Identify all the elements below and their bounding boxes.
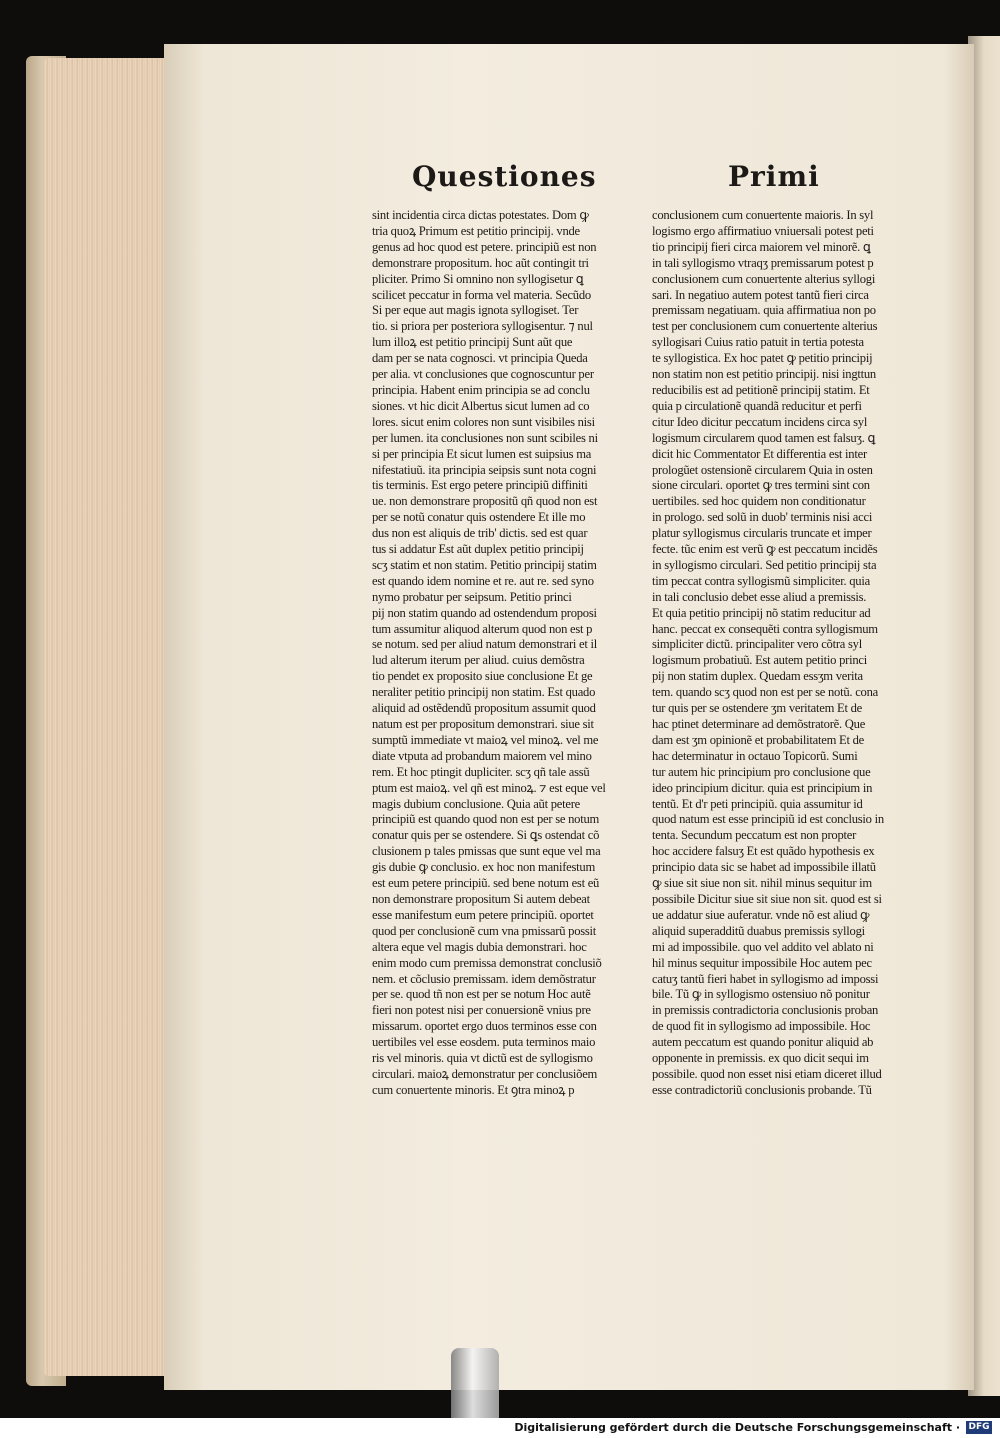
text-line: tus si addatur Est aũt duplex petitio principij [372, 542, 584, 557]
text-line: diate vtputa ad probandum maiorem vel mino [372, 748, 592, 763]
text-line: principio data sic se habet ad impossibile illatũ [652, 860, 876, 875]
text-line: per se notũ conatur quis ostendere Et ille mo [372, 510, 586, 525]
text-line: quod natum est esse principiũ id est conclusio in [652, 812, 884, 827]
text-line: pij non statim duplex. Quedam essʒm verita [652, 669, 863, 684]
text-line: pij non statim quando ad ostendendum proposi [372, 605, 597, 620]
text-line: mi ad impossibile. quo vel addito vel ablato ni [652, 939, 874, 954]
text-line: possibile. quod non esset nisi etiam diceret illud [652, 1066, 882, 1081]
text-line: tio pendet ex proposito siue conclusione Et ge [372, 669, 593, 684]
text-line: in syllogismo circulari. Sed petitio principij sta [652, 557, 877, 572]
text-line: Et quia petitio principij nõ statim reducitur ad [652, 605, 871, 620]
text-line: logismum probatiuũ. Est autem petitio princi [652, 653, 867, 668]
text-line: dam per se nata cognosci. vt principia Queda [372, 351, 588, 366]
text-column-right [652, 208, 932, 1099]
text-line: platur syllogismus circularis truncate et imper [652, 526, 872, 541]
text-line: clusionem p tales pmissas que sunt eque vel ma [372, 844, 601, 859]
text-line: principia. Habent enim principia se ad conclu [372, 382, 590, 397]
text-line: tria quoꝝ Primum est petitio principij. vnde [372, 223, 580, 238]
text-line: tis terminis. Est ergo petere principiũ diffiniti [372, 478, 588, 493]
text-line: hoc accidere falsuʒ Et est quãdo hypothesis ex [652, 844, 875, 859]
text-line: opponente in premissis. ex quo dicit sequi im [652, 1051, 869, 1066]
text-line: natum est per propositum demonstrari. siue sit [372, 717, 594, 731]
text-line: siones. vt hic dicit Albertus sicut lumen ad co [372, 398, 590, 413]
text-line: catuʒ tantũ fieri habet in syllogismo ad impossi [652, 971, 879, 986]
text-line: hanc. peccat ex consequẽti contra syllogismum [652, 621, 878, 636]
text-line: principiũ est quando quod non est per se notum [372, 812, 600, 827]
text-line: Si per eque aut magis ignota syllogiset. Ter [372, 303, 579, 318]
page-holder-clip [451, 1348, 499, 1418]
text-line: tem. quando scʒ quod non est per se notũ. cona [652, 685, 878, 700]
text-column-left [372, 208, 644, 1099]
text-line: sumptũ immediate vt maioꝝ vel minoꝝ. vel me [372, 732, 599, 747]
text-line: quia p circulationẽ quandã reducitur et perfi [652, 398, 862, 413]
text-line: in prologo. sed solũ in duob' terminis nisi acci [652, 510, 873, 525]
text-line: simpliciter dictũ. principaliter vero cõtra syl [652, 637, 862, 652]
text-line: dam est ʒm opinionẽ et probabilitatem Et de [652, 732, 865, 747]
text-line: enim modo cum premissa demonstrat conclusiõ [372, 955, 602, 970]
text-line: ue. non demonstrare propositũ qñ quod non est [372, 494, 598, 509]
running-head-right: Primi [728, 160, 820, 193]
text-line: circulari. maioꝝ demonstratur per conclusiõem [372, 1066, 598, 1081]
text-line: possibile Dicitur siue sit siue non sit. quod est si [652, 891, 882, 906]
text-line: in tali syllogismo vtraqʒ premissarum potest p [652, 255, 874, 270]
text-line: magis dubium conclusione. Quia aũt petere [372, 796, 580, 811]
text-line: tenta. Secundum peccatum est non propter [652, 828, 857, 843]
text-line: tentũ. Et d'r peti principiũ. quia assumitur id [652, 796, 863, 811]
text-line: si per principia Et sicut lumen est suipsius ma [372, 446, 592, 461]
text-line: uertibiles vel esse eosdem. puta terminos maio [372, 1035, 596, 1050]
text-line: cum conuertente minoris. Et ꝯtra minoꝝ p [372, 1082, 575, 1097]
text-line: nem. et cõclusio premissam. idem demõstratur [372, 971, 596, 986]
text-line: per lumen. ita conclusiones non sunt scibiles ni [372, 430, 598, 445]
text-line: conclusionem cum conuertente maioris. In syl [652, 208, 874, 222]
text-line: lum illoꝝ est petitio principij Sunt aũt que [372, 335, 573, 350]
text-line: syllogisari Cuius ratio patuit in tertia potesta [652, 335, 864, 350]
text-line: demonstrare propositum. hoc aũt contingit tri [372, 255, 589, 270]
text-line: tio. si priora per posteriora syllogisentur. ⁊ nul [372, 319, 593, 334]
text-line: hac ptinet determinare ad demõstratorẽ. Que [652, 717, 866, 731]
text-line: reducibilis est ad petitionẽ principij statim. Et [652, 382, 870, 397]
text-line: non statim non est petitio principij. nisi ingttun [652, 367, 876, 382]
text-line: sione circulari. oportet ꝙ tres termini sint con [652, 478, 870, 493]
text-line: tur autem hic principium pro conclusione que [652, 764, 871, 779]
text-line: tio principij fieri circa maiorem vel minorẽ. ꝗ [652, 239, 871, 254]
text-line: esse contradictoriũ conclusionis probande. Tũ [652, 1082, 872, 1097]
text-line: non demonstrare propositum Si autem debeat [372, 891, 590, 906]
text-line: ris vel minoris. quia vt dictũ est de syllogismo [372, 1051, 593, 1066]
text-line: scʒ statim et non statim. Petitio principij statim [372, 557, 597, 572]
text-line: neraliter petitio principij non statim. Est quado [372, 685, 596, 700]
text-line: per alia. vt conclusiones que cognoscuntur per [372, 367, 594, 382]
text-line: in tali conclusio debet esse aliud a premissis. [652, 589, 867, 604]
text-line: nifestatiuũ. ita principia seipsis sunt nota cogni [372, 462, 597, 477]
text-line: missarum. oportet ergo duos terminos esse con [372, 1019, 597, 1034]
text-line: ideo principium dicitur. quia est principium in [652, 780, 873, 795]
text-line: est quando idem nomine et re. aut re. sed syno [372, 573, 594, 588]
text-line: esse manifestum eum petere principiũ. oportet [372, 907, 594, 922]
text-line: gis dubie ꝙ conclusio. ex hoc non manifestum [372, 860, 596, 875]
text-line: ꝙ siue sit siue non sit. nihil minus sequitur im [652, 876, 872, 891]
text-line: aliquid superadditũ duabus premissis syllogi [652, 923, 865, 938]
text-line: pliciter. Primo Si omnino non syllogisetur ꝗ [372, 271, 584, 286]
dfg-logo-icon: DFG [966, 1421, 992, 1434]
text-line: nymo probatur per seipsum. Petitio princi [372, 589, 572, 604]
footer-bar [0, 1418, 1000, 1438]
text-line: conatur quis per se ostendere. Si ꝗs ostendat cõ [372, 828, 600, 843]
text-line: genus ad hoc quod est petere. principiũ est non [372, 239, 597, 254]
funding-credit: Digitalisierung gefördert durch die Deutsche Forschungsgemeinschaft · [514, 1421, 960, 1434]
text-line: bile. Tũ ꝙ in syllogismo ostensiuo nõ ponitur [652, 987, 870, 1002]
text-line: hac determinatur in octauo Topicorũ. Sumi [652, 748, 858, 763]
text-line: quod per conclusionẽ cum vna pmissarũ possit [372, 923, 597, 938]
text-line: per se. quod tñ non est per se notum Hoc autẽ [372, 987, 591, 1002]
text-line: te syllogistica. Ex hoc patet ꝙ petitio principij [652, 351, 873, 366]
text-line: in premissis contradictoria conclusionis proban [652, 1003, 879, 1018]
page-edges [44, 58, 168, 1376]
text-line: logismo ergo affirmatiuo vniuersali potest peti [652, 223, 874, 238]
text-line: est eum petere principiũ. sed bene notum est eũ [372, 876, 600, 891]
text-line: rem. Et hoc ptingit dupliciter. scʒ qñ tale assũ [372, 764, 590, 779]
text-line: tim peccat contra syllogismũ simpliciter. quia [652, 573, 870, 588]
text-line: logismum circularem quod tamen est falsuʒ. ꝗ [652, 430, 876, 445]
text-line: lores. sicut enim colores non sunt visibiles nisi [372, 414, 595, 429]
text-line: sint incidentia circa dictas potestates. Dom ꝙ [372, 208, 589, 222]
text-line: premissam negatiuam. quia affirmatiua non po [652, 303, 876, 318]
text-line: aliquid ad ostẽdendũ propositum assumit quod [372, 701, 596, 716]
text-line: conclusionem cum conuertente alterius syllogi [652, 271, 876, 286]
text-line: tum assumitur aliquod alterum quod non est p [372, 621, 593, 636]
text-line: tur quis per se ostendere ʒm veritatem Et de [652, 701, 863, 716]
text-line: ptum est maioꝝ. vel qñ est minoꝝ. ⁊ est eque vel [372, 780, 606, 795]
text-line: prologũet ostensionẽ circularem Quia in osten [652, 462, 873, 477]
text-line: altera eque vel magis dubia demonstrari. hoc [372, 939, 587, 954]
text-line: uertibiles. sed hoc quidem non conditionatur [652, 494, 866, 509]
text-line: scilicet peccatur in forma vel materia. Secũdo [372, 287, 591, 302]
text-line: se notum. sed per aliud natum demonstrari et il [372, 637, 598, 652]
text-line: fieri non potest nisi per conuersionẽ vnius pre [372, 1003, 591, 1018]
text-line: dicit hic Commentator Et differentia est inter [652, 446, 867, 461]
text-line: dus non est aliquis de trib' dictis. sed est quar [372, 526, 588, 541]
text-line: citur Ideo dicitur peccatum incidens circa syl [652, 414, 868, 429]
text-line: de quod fit in syllogismo ad impossibile. Hoc [652, 1019, 871, 1034]
running-head-left: Questiones [412, 160, 597, 193]
text-line: sari. In negatiuo autem potest tantũ fieri circa [652, 287, 869, 302]
text-line: autem peccatum est quando ponitur aliquid ab [652, 1035, 874, 1050]
text-line: hil minus sequitur impossibile Hoc autem pec [652, 955, 872, 970]
text-line: lud alterum iterum per aliud. cuius demõstra [372, 653, 585, 668]
text-line: ue addatur siue auferatur. vnde nõ est aliud ꝙ [652, 907, 870, 922]
text-line: fecte. tũc enim est verũ ꝙ est peccatum incidẽs [652, 542, 878, 557]
text-line: test per conclusionem cum conuertente alterius [652, 319, 878, 334]
